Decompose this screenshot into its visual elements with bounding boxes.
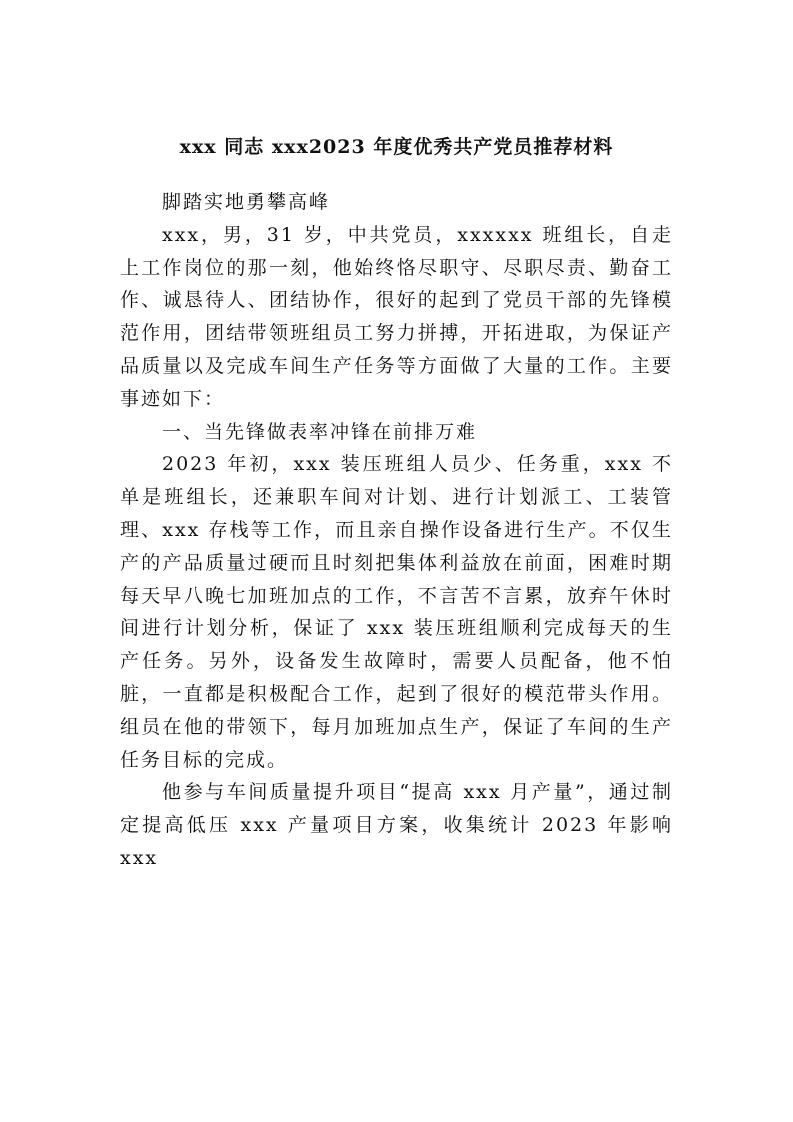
paragraph-intro: xxx，男，31 岁，中共党员，xxxxxx 班组长，自走上工作岗位的那一刻，他始终恪尽职守、尽职尽责、勤奋工作、诚恳待人、团结协作，很好的起到了党员干部的先锋模范作用，团结带领班组员工努力拼搏，开拓进取，为保证产品质量以及完成车间生产任务等方面做了大量的工作。主要事迹如下： [120,223,673,410]
document-body [120,186,673,875]
document-subtitle: 脚踏实地勇攀高峰 [162,191,331,213]
section-heading-1: 一、当先锋做表率冲锋在前排万难 [162,420,478,443]
document-title: xxx 同志 xxx2023 年度优秀共产党员推荐材料 [179,136,614,158]
paragraph-quality-project: 他参与车间质量提升项目“提高 xxx 月产量”，通过制定提高低压 xxx 产量项目方案，收集统计 2023 年影响 xxx [120,781,673,869]
paragraph-2023: 2023 年初，xxx 装压班组人员少、任务重，xxx 不单是班组长，还兼职车间对计划、进行计划派工、工装管理、xxx 存栈等工作，而且亲自操作设备进行生产。不仅生产的产品质量过硬而且时刻把集体利益放在前面，困难时期每天早八晚七加班加点的工作，不言苦不言累，放弃午休时间进行计划分析，保证了 xxx 装压班组顺利完成每天的生产任务。另外，设备发生故障时，需要人员配备，他不怕脏，一直都是积极配合工作，起到了很好的模范带头作用。组员在他的带领下，每月加班加点生产，保证了车间的生产任务目标的完成。 [120,453,673,771]
